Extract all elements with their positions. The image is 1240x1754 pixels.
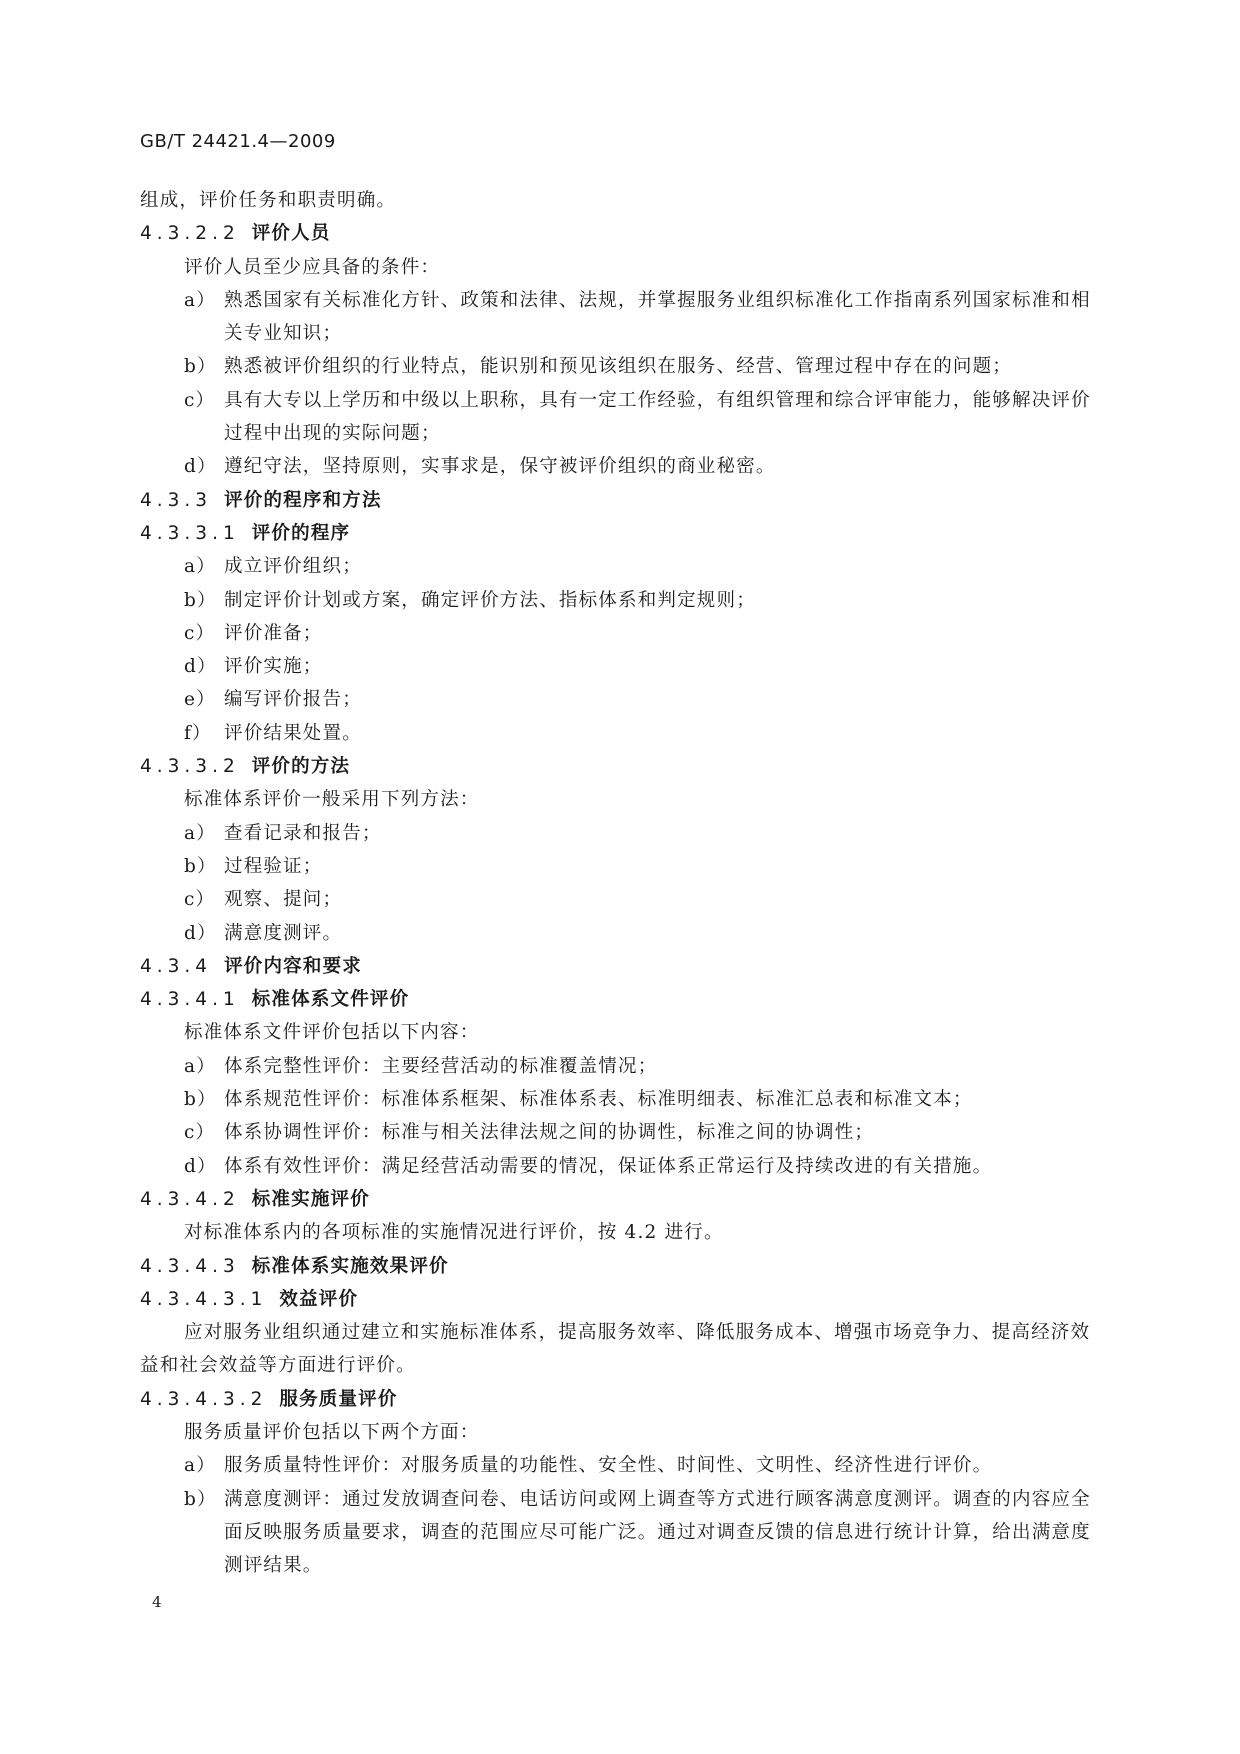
section-number: 4.3.4.3.1 bbox=[140, 1288, 268, 1310]
list-marker: c） bbox=[184, 389, 216, 411]
page-number: 4 bbox=[152, 1593, 162, 1611]
section-title: 评价内容和要求 bbox=[224, 955, 362, 977]
section-number: 4.3.4.1 bbox=[140, 989, 240, 1011]
list-marker: d） bbox=[184, 656, 217, 678]
section-heading-4-3-3-1 bbox=[140, 517, 1100, 550]
section-title: 效益评价 bbox=[279, 1288, 359, 1310]
section-heading-4-3-4-2 bbox=[140, 1183, 1100, 1216]
section-number: 4.3.4 bbox=[140, 955, 213, 977]
list-marker: a） bbox=[184, 289, 216, 311]
list-item bbox=[140, 1483, 1100, 1583]
list-item-text: 编写评价报告； bbox=[224, 689, 362, 711]
section-title: 标准实施评价 bbox=[251, 1188, 370, 1210]
paragraph: 服务质量评价包括以下两个方面： bbox=[184, 1421, 480, 1443]
list-item-text: 满意度测评：通过发放调查问卷、电话访问或网上调查等方式进行顾客满意度测评。调查的内容应全面反映服务质量要求，调查的范围应尽可能广泛。通过对调查反馈的信息进行统计计算，给出满意度测评结果。 bbox=[224, 1488, 1091, 1577]
section-heading-4-3-4-1 bbox=[140, 983, 1100, 1016]
list-marker: c） bbox=[184, 889, 216, 911]
list-item bbox=[140, 1449, 1100, 1482]
list-item bbox=[140, 284, 1100, 351]
list-item-text: 服务质量特性评价：对服务质量的功能性、安全性、时间性、文明性、经济性进行评价。 bbox=[224, 1455, 993, 1477]
list-marker: b） bbox=[184, 589, 217, 611]
standard-code: GB/T 24421.4—2009 bbox=[140, 131, 336, 152]
list-item-text: 评价结果处置。 bbox=[224, 722, 362, 744]
list-item bbox=[140, 1116, 1100, 1149]
list-item bbox=[140, 450, 1100, 483]
list-item bbox=[140, 1050, 1100, 1083]
list-marker: a） bbox=[184, 556, 216, 578]
section-heading-4-3-4-3 bbox=[140, 1250, 1100, 1283]
list-item-text: 成立评价组织； bbox=[224, 556, 362, 578]
list-item bbox=[140, 584, 1100, 617]
list-item-text: 熟悉国家有关标准化方针、政策和法律、法规，并掌握服务业组织标准化工作指南系列国家标准和相关专业知识； bbox=[224, 289, 1091, 345]
section-title: 评价的方法 bbox=[251, 756, 351, 778]
section-heading-4-3-4-3-1 bbox=[140, 1283, 1100, 1316]
section-heading-4-3-2-2 bbox=[140, 217, 1100, 250]
section-title: 评价人员 bbox=[251, 223, 331, 245]
section-number: 4.3.2.2 bbox=[140, 223, 240, 245]
list-marker: a） bbox=[184, 1455, 216, 1477]
list-marker: d） bbox=[184, 922, 217, 944]
list-marker: a） bbox=[184, 1055, 216, 1077]
list-marker: b） bbox=[184, 1488, 217, 1510]
paragraph: 对标准体系内的各项标准的实施情况进行评价，按 4.2 进行。 bbox=[184, 1222, 724, 1244]
list-item bbox=[140, 683, 1100, 716]
list-item bbox=[140, 1150, 1100, 1183]
list-marker: a） bbox=[184, 822, 216, 844]
list-item-text: 体系规范性评价：标准体系框架、标准体系表、标准明细表、标准汇总表和标准文本； bbox=[224, 1089, 973, 1111]
list-item-text: 体系有效性评价：满足经营活动需要的情况，保证体系正常运行及持续改进的有关措施。 bbox=[224, 1155, 993, 1177]
list-item bbox=[140, 350, 1100, 383]
list-item bbox=[140, 883, 1100, 916]
list-marker: b） bbox=[184, 855, 217, 877]
list-item-text: 体系完整性评价：主要经营活动的标准覆盖情况； bbox=[224, 1055, 658, 1077]
section-heading-4-3-3 bbox=[140, 484, 1100, 517]
list-item-text: 体系协调性评价：标准与相关法律法规之间的协调性，标准之间的协调性； bbox=[224, 1122, 875, 1144]
paragraph: 标准体系文件评价包括以下内容： bbox=[184, 1022, 480, 1044]
list-item-text: 查看记录和报告； bbox=[224, 822, 382, 844]
paragraph: 组成，评价任务和职责明确。 bbox=[140, 190, 397, 211]
section-title: 标准体系文件评价 bbox=[251, 989, 410, 1011]
document-body bbox=[140, 184, 1100, 1582]
section-number: 4.3.4.2 bbox=[140, 1188, 240, 1210]
section-title: 评价的程序和方法 bbox=[224, 489, 382, 511]
list-item-text: 熟悉被评价组织的行业特点，能识别和预见该组织在服务、经营、管理过程中存在的问题； bbox=[224, 356, 1013, 378]
section-number: 4.3.3.2 bbox=[140, 756, 240, 778]
list-marker: c） bbox=[184, 622, 216, 644]
section-number: 4.3.3 bbox=[140, 489, 213, 511]
list-item bbox=[140, 717, 1100, 750]
list-marker: d） bbox=[184, 456, 217, 478]
list-marker: f） bbox=[184, 722, 212, 744]
list-item-text: 评价准备； bbox=[224, 622, 323, 644]
list-item-text: 过程验证； bbox=[224, 855, 323, 877]
section-title: 评价的程序 bbox=[251, 522, 351, 544]
section-title: 标准体系实施效果评价 bbox=[251, 1255, 449, 1277]
list-item bbox=[140, 384, 1100, 451]
list-marker: b） bbox=[184, 1089, 217, 1111]
section-number: 4.3.3.1 bbox=[140, 522, 240, 544]
list-item bbox=[140, 817, 1100, 850]
list-item-text: 观察、提问； bbox=[224, 889, 343, 911]
list-item-text: 遵纪守法，坚持原则，实事求是，保守被评价组织的商业秘密。 bbox=[224, 456, 776, 478]
list-item bbox=[140, 617, 1100, 650]
list-marker: c） bbox=[184, 1122, 216, 1144]
section-number: 4.3.4.3.2 bbox=[140, 1388, 268, 1410]
paragraph: 评价人员至少应具备的条件： bbox=[184, 256, 441, 278]
list-marker: b） bbox=[184, 356, 217, 378]
list-item bbox=[140, 650, 1100, 683]
paragraph: 标准体系评价一般采用下列方法： bbox=[184, 789, 480, 811]
list-item-text: 制定评价计划或方案，确定评价方法、指标体系和判定规则； bbox=[224, 589, 756, 611]
list-item bbox=[140, 850, 1100, 883]
list-item-text: 评价实施； bbox=[224, 656, 323, 678]
list-item bbox=[140, 550, 1100, 583]
section-number: 4.3.4.3 bbox=[140, 1255, 240, 1277]
section-heading-4-3-3-2 bbox=[140, 750, 1100, 783]
list-item bbox=[140, 917, 1100, 950]
list-item-text: 具有大专以上学历和中级以上职称，具有一定工作经验，有组织管理和综合评审能力，能够解决评价过程中出现的实际问题； bbox=[224, 389, 1091, 445]
list-item bbox=[140, 1083, 1100, 1116]
list-marker: d） bbox=[184, 1155, 217, 1177]
list-item-text: 满意度测评。 bbox=[224, 922, 343, 944]
section-title: 服务质量评价 bbox=[279, 1388, 398, 1410]
paragraph: 应对服务业组织通过建立和实施标准体系，提高服务效率、降低服务成本、增强市场竞争力、提高经济效益和社会效益等方面进行评价。 bbox=[140, 1322, 1091, 1377]
section-heading-4-3-4-3-2 bbox=[140, 1383, 1100, 1416]
list-marker: e） bbox=[184, 689, 216, 711]
section-heading-4-3-4 bbox=[140, 950, 1100, 983]
